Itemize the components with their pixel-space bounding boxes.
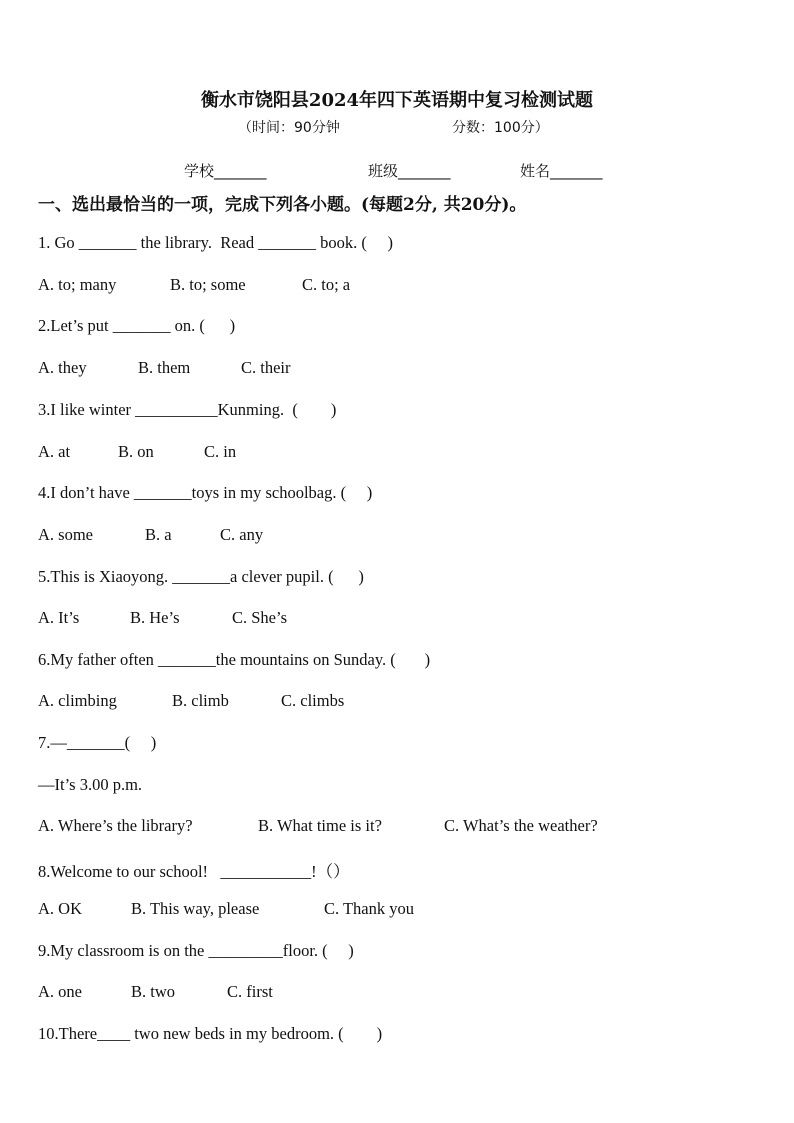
q2-option-c: C. their bbox=[241, 358, 291, 377]
q9-option-b: B. two bbox=[131, 982, 176, 1001]
q8-option-b: B. This way, please bbox=[131, 899, 260, 918]
question-6: 6.My father often _______the mountains on Sunday. ( ) bbox=[38, 650, 431, 669]
q7-option-b: B. What time is it? bbox=[258, 816, 382, 835]
question-5: 5.This is Xiaoyong. _______a clever pupil. ( ) bbox=[38, 567, 364, 586]
q2-option-a: A. they bbox=[38, 358, 87, 377]
q7-option-c: C. What’s the weather? bbox=[444, 816, 598, 835]
q7-option-a: A. Where’s the library? bbox=[38, 816, 193, 835]
question-7: 7.—_______( ) bbox=[38, 733, 157, 752]
q5-option-b: B. He’s bbox=[130, 608, 180, 627]
q3-option-a: A. at bbox=[38, 442, 71, 461]
exam-time: （时间：90分钟 bbox=[238, 120, 340, 136]
class-field: 班级_______ bbox=[368, 162, 451, 180]
q1-option-b: B. to; some bbox=[170, 275, 246, 294]
q3-option-c: C. in bbox=[204, 442, 237, 461]
q2-option-b: B. them bbox=[138, 358, 191, 377]
exam-score: 分数：100分） bbox=[452, 120, 549, 136]
section-heading: 一、选出最恰当的一项，完成下列各小题。(每题2分, 共20分)。 bbox=[38, 195, 527, 215]
page-title: 衡水市饶阳县2024年四下英语期中复习检测试题 bbox=[200, 90, 594, 111]
question-7-answer-line: —It’s 3.00 p.m. bbox=[38, 775, 143, 794]
q9-option-c: C. first bbox=[227, 982, 273, 1001]
q1-option-c: C. to; a bbox=[302, 275, 351, 294]
q5-option-c: C. She’s bbox=[232, 608, 288, 627]
q3-option-b: B. on bbox=[118, 442, 154, 461]
question-8: 8.Welcome to our school! ___________!（） bbox=[38, 862, 350, 881]
q8-option-a: A. OK bbox=[38, 899, 82, 918]
question-3: 3.I like winter __________Kunming. ( ) bbox=[38, 400, 337, 419]
question-10: 10.There____ two new beds in my bedroom. ( ) bbox=[38, 1024, 383, 1043]
q1-option-a: A. to; many bbox=[38, 275, 117, 294]
question-1: 1. Go _______ the library. Read _______ book. ( ) bbox=[38, 233, 393, 252]
question-2: 2.Let’s put _______ on. ( ) bbox=[38, 316, 236, 335]
q4-option-b: B. a bbox=[145, 525, 172, 544]
q6-option-c: C. climbs bbox=[281, 691, 345, 710]
q8-option-c: C. Thank you bbox=[324, 899, 414, 918]
q6-option-a: A. climbing bbox=[38, 691, 117, 710]
q4-option-a: A. some bbox=[38, 525, 93, 544]
q5-option-a: A. It’s bbox=[38, 608, 80, 627]
school-field: 学校_______ bbox=[184, 162, 267, 180]
q6-option-b: B. climb bbox=[172, 691, 229, 710]
question-9: 9.My classroom is on the _________floor. ( ) bbox=[38, 941, 354, 960]
name-field: 姓名_______ bbox=[520, 162, 603, 180]
q9-option-a: A. one bbox=[38, 982, 82, 1001]
q4-option-c: C. any bbox=[220, 525, 264, 544]
question-4: 4.I don’t have _______toys in my schoolbag. ( ) bbox=[38, 483, 373, 502]
